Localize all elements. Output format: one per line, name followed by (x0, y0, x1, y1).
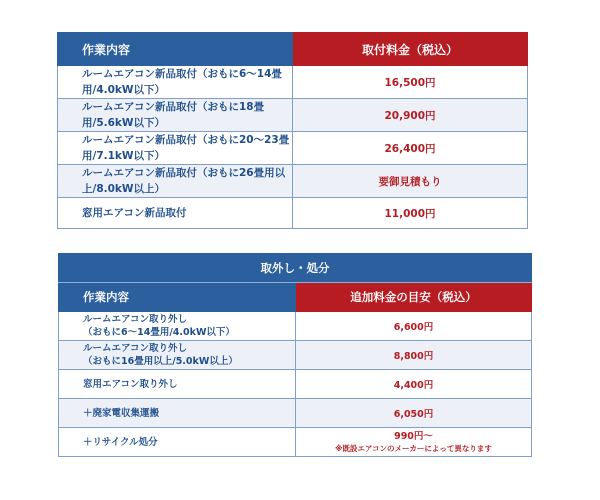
work-item: ＋廃家電収集運搬 (59, 399, 296, 428)
price-value: 4,400円 (296, 370, 532, 399)
work-item (59, 341, 296, 370)
column-header-work: 作業内容 (58, 33, 293, 66)
table-row (58, 165, 528, 198)
work-item: ルームエアコン新品取付（おもに6～14畳用/4.0kW以下） (58, 66, 293, 99)
work-item (59, 312, 296, 341)
table-row (58, 132, 528, 165)
table-row (58, 99, 528, 132)
price-value: 8,800円 (296, 341, 532, 370)
work-item: ルームエアコン新品取付（おもに26畳用以上/8.0kW以上） (58, 165, 293, 198)
table-row (59, 370, 532, 399)
table-row (59, 341, 532, 370)
column-header-work: 作業内容 (59, 283, 296, 312)
work-item-line1: ルームエアコン取り外し (83, 314, 188, 325)
work-item: ＋リサイクル処分 (59, 428, 296, 457)
column-header-price: 取付料金（税込） (293, 33, 528, 66)
work-item: ルームエアコン新品取付（おもに18畳用/5.6kW以下） (58, 99, 293, 132)
table-row (58, 66, 528, 99)
price-value: 26,400円 (293, 132, 528, 165)
table-title: 取外し・処分 (59, 254, 532, 283)
price-value: 要御見積もり (293, 165, 528, 198)
table-row (59, 399, 532, 428)
column-header-price: 追加料金の目安（税込） (296, 283, 532, 312)
work-item-line2: （おもに16畳用以上/5.0kW以上） (83, 356, 238, 367)
work-item-line1: ルームエアコン取り外し (83, 343, 188, 354)
table-row (59, 428, 532, 457)
work-item: 窓用エアコン取り外し (59, 370, 296, 399)
price-value: 6,050円 (296, 399, 532, 428)
price-value: 990円～ (394, 431, 433, 442)
price-value: 11,000円 (293, 198, 528, 229)
price-cell (296, 428, 532, 457)
table-header-row (58, 33, 528, 66)
install-price-table (57, 32, 528, 229)
price-value: 16,500円 (293, 66, 528, 99)
work-item-line2: （おもに6～14畳用/4.0kW以下） (83, 327, 235, 338)
table-header-row (59, 283, 532, 312)
work-item: ルームエアコン新品取付（おもに20～23畳用/7.1kW以下） (58, 132, 293, 165)
removal-price-table (58, 253, 532, 457)
table-row (58, 198, 528, 229)
work-item: 窓用エアコン新品取付 (58, 198, 293, 229)
table-title-row (59, 254, 532, 283)
price-value: 20,900円 (293, 99, 528, 132)
table-row (59, 312, 532, 341)
price-value: 6,600円 (296, 312, 532, 341)
price-note: ※既設エアコンのメーカーによって異なります (335, 444, 492, 453)
